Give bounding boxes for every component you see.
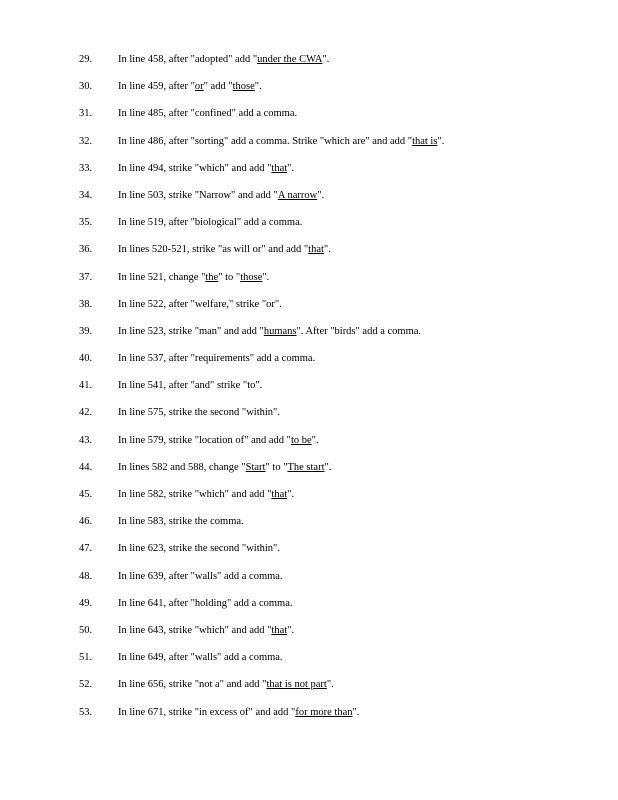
text-segment: " to ": [265, 461, 288, 473]
text-segment: ".: [254, 81, 262, 93]
text-segment: " to ": [218, 271, 241, 283]
amendment-item: [0, 162, 618, 189]
amendment-item: [0, 488, 618, 515]
item-number: 30.: [79, 81, 93, 93]
text-segment: In line 523, strike "man" and add ": [118, 325, 264, 337]
item-number: 35.: [79, 217, 93, 229]
text-segment: ".: [323, 244, 331, 256]
underlined-insertion: that: [271, 624, 288, 636]
item-number: 37.: [79, 271, 93, 283]
text-segment: In line 494, strike "which" and add ": [118, 162, 272, 174]
item-text: [118, 434, 319, 448]
item-number: 52.: [79, 679, 93, 691]
item-text: [118, 216, 302, 230]
amendment-item: [0, 542, 618, 569]
item-text: [118, 107, 297, 121]
text-segment: In line 671, strike "in excess of" and add ": [118, 706, 296, 718]
underlined-insertion: that: [271, 489, 288, 500]
amendment-item: [0, 352, 618, 379]
underlined-insertion: that: [271, 162, 288, 174]
item-number: 40.: [79, 353, 93, 365]
item-number: 41.: [79, 380, 93, 392]
text-segment: ".: [324, 461, 332, 473]
text-segment: ".: [317, 189, 325, 201]
text-segment: In line 519, after "biological" add a comma.: [118, 217, 303, 229]
amendment-item: [0, 379, 618, 406]
underlined-insertion: The start: [287, 461, 325, 473]
item-text: [118, 325, 421, 339]
text-segment: In line 639, after "walls" add a comma.: [118, 570, 283, 582]
item-text: [118, 570, 283, 584]
amendment-item: [0, 434, 618, 461]
amendment-item: [0, 325, 618, 352]
item-number: 50.: [79, 624, 93, 636]
amendment-item: [0, 189, 618, 216]
item-text: [118, 80, 262, 94]
item-text: [118, 542, 280, 556]
item-text: [118, 53, 329, 67]
item-number: 53.: [79, 706, 93, 718]
underlined-insertion: or: [194, 81, 204, 93]
text-segment: In line 486, after "sorting" add a comma. Strike "which are" and add ": [118, 135, 413, 147]
item-number: 51.: [79, 652, 93, 664]
item-number: 48.: [79, 570, 93, 582]
item-text: [118, 515, 244, 529]
text-segment: In lines 520-521, strike "as will or" and add ": [118, 244, 309, 256]
underlined-insertion: under the CWA: [257, 54, 323, 65]
underlined-insertion: that is not part: [266, 679, 327, 691]
amendment-item: [0, 135, 618, 162]
underlined-insertion: that: [308, 244, 324, 256]
amendment-list: [0, 53, 618, 733]
item-text: [118, 461, 331, 475]
item-text: [118, 597, 292, 611]
item-text: [118, 135, 444, 149]
item-number: 46.: [79, 516, 93, 528]
item-number: 36.: [79, 244, 93, 256]
amendment-item: [0, 271, 618, 298]
item-number: 49.: [79, 597, 93, 609]
text-segment: In line 649, after "walls" add a comma.: [118, 652, 283, 664]
text-segment: ". After "birds" add a comma.: [296, 325, 422, 337]
item-text: [118, 298, 282, 312]
item-number: 38.: [79, 298, 93, 310]
item-text: [118, 406, 280, 420]
item-text: [118, 678, 334, 692]
text-segment: In line 522, after "welfare," strike "or".: [118, 298, 282, 310]
item-number: 33.: [79, 162, 93, 174]
item-number: 32.: [79, 135, 93, 147]
text-segment: ".: [262, 271, 270, 283]
amendment-item: [0, 678, 618, 705]
item-number: 39.: [79, 325, 93, 337]
underlined-insertion: to be: [290, 434, 312, 446]
item-number: 34.: [79, 189, 93, 201]
amendment-item: [0, 298, 618, 325]
text-segment: In line 583, strike the comma.: [118, 516, 244, 528]
underlined-insertion: humans: [263, 325, 297, 337]
text-segment: ".: [287, 162, 295, 174]
underlined-insertion: Start: [245, 461, 266, 473]
text-segment: ".: [287, 489, 295, 500]
text-segment: In line 575, strike the second "within".: [118, 407, 280, 419]
item-number: 43.: [79, 434, 93, 446]
item-text: [118, 189, 324, 203]
item-number: 45.: [79, 489, 93, 500]
amendment-item: [0, 216, 618, 243]
item-text: [118, 243, 331, 257]
amendment-item: [0, 461, 618, 488]
amendment-item: [0, 651, 618, 678]
text-segment: In line 643, strike "which" and add ": [118, 624, 272, 636]
text-segment: In line 503, strike "Narrow" and add ": [118, 189, 278, 201]
item-number: 42.: [79, 407, 93, 419]
text-segment: In line 459, after ": [118, 81, 195, 93]
amendment-item: [0, 107, 618, 134]
underlined-insertion: those: [232, 81, 255, 93]
item-text: [118, 271, 269, 285]
text-segment: In line 641, after "holding" add a comma.: [118, 597, 293, 609]
item-text: [118, 162, 294, 176]
text-segment: In line 521, change ": [118, 271, 206, 283]
amendment-item: [0, 624, 618, 651]
text-segment: In line 458, after "adopted" add ": [118, 54, 258, 65]
item-number: 47.: [79, 543, 93, 555]
underlined-insertion: A narrow: [277, 189, 318, 201]
amendment-item: [0, 243, 618, 270]
amendment-item: [0, 515, 618, 542]
amendment-item: [0, 53, 618, 80]
amendment-item: [0, 706, 618, 733]
text-segment: ".: [322, 54, 330, 65]
item-number: 29.: [79, 54, 93, 65]
underlined-insertion: for more than: [295, 706, 353, 718]
item-text: [118, 624, 294, 638]
text-segment: In line 485, after "confined" add a comma.: [118, 108, 298, 120]
text-segment: In line 579, strike "location of" and add ": [118, 434, 291, 446]
item-text: [118, 651, 283, 665]
item-number: 44.: [79, 461, 93, 473]
item-number: 31.: [79, 108, 93, 120]
underlined-insertion: that is: [412, 135, 438, 147]
amendment-item: [0, 406, 618, 433]
amendment-item: [0, 80, 618, 107]
text-segment: In line 623, strike the second "within".: [118, 543, 280, 555]
underlined-insertion: those: [240, 271, 263, 283]
text-segment: In line 656, strike "not a" and add ": [118, 679, 267, 691]
text-segment: In line 537, after "requirements" add a comma.: [118, 353, 316, 365]
text-segment: In line 541, after "and" strike "to".: [118, 380, 263, 392]
underlined-insertion: the: [205, 271, 219, 283]
text-segment: ".: [311, 434, 319, 446]
text-segment: In line 582, strike "which" and add ": [118, 489, 272, 500]
text-segment: In lines 582 and 588, change ": [118, 461, 246, 473]
text-segment: ".: [352, 706, 360, 718]
text-segment: " add ": [203, 81, 233, 93]
text-segment: ".: [326, 679, 334, 691]
text-segment: ".: [437, 135, 445, 147]
amendment-item: [0, 597, 618, 624]
text-segment: ".: [287, 624, 295, 636]
item-text: [118, 488, 294, 502]
amendment-item: [0, 570, 618, 597]
item-text: [118, 379, 262, 393]
item-text: [118, 352, 315, 366]
item-text: [118, 706, 359, 720]
